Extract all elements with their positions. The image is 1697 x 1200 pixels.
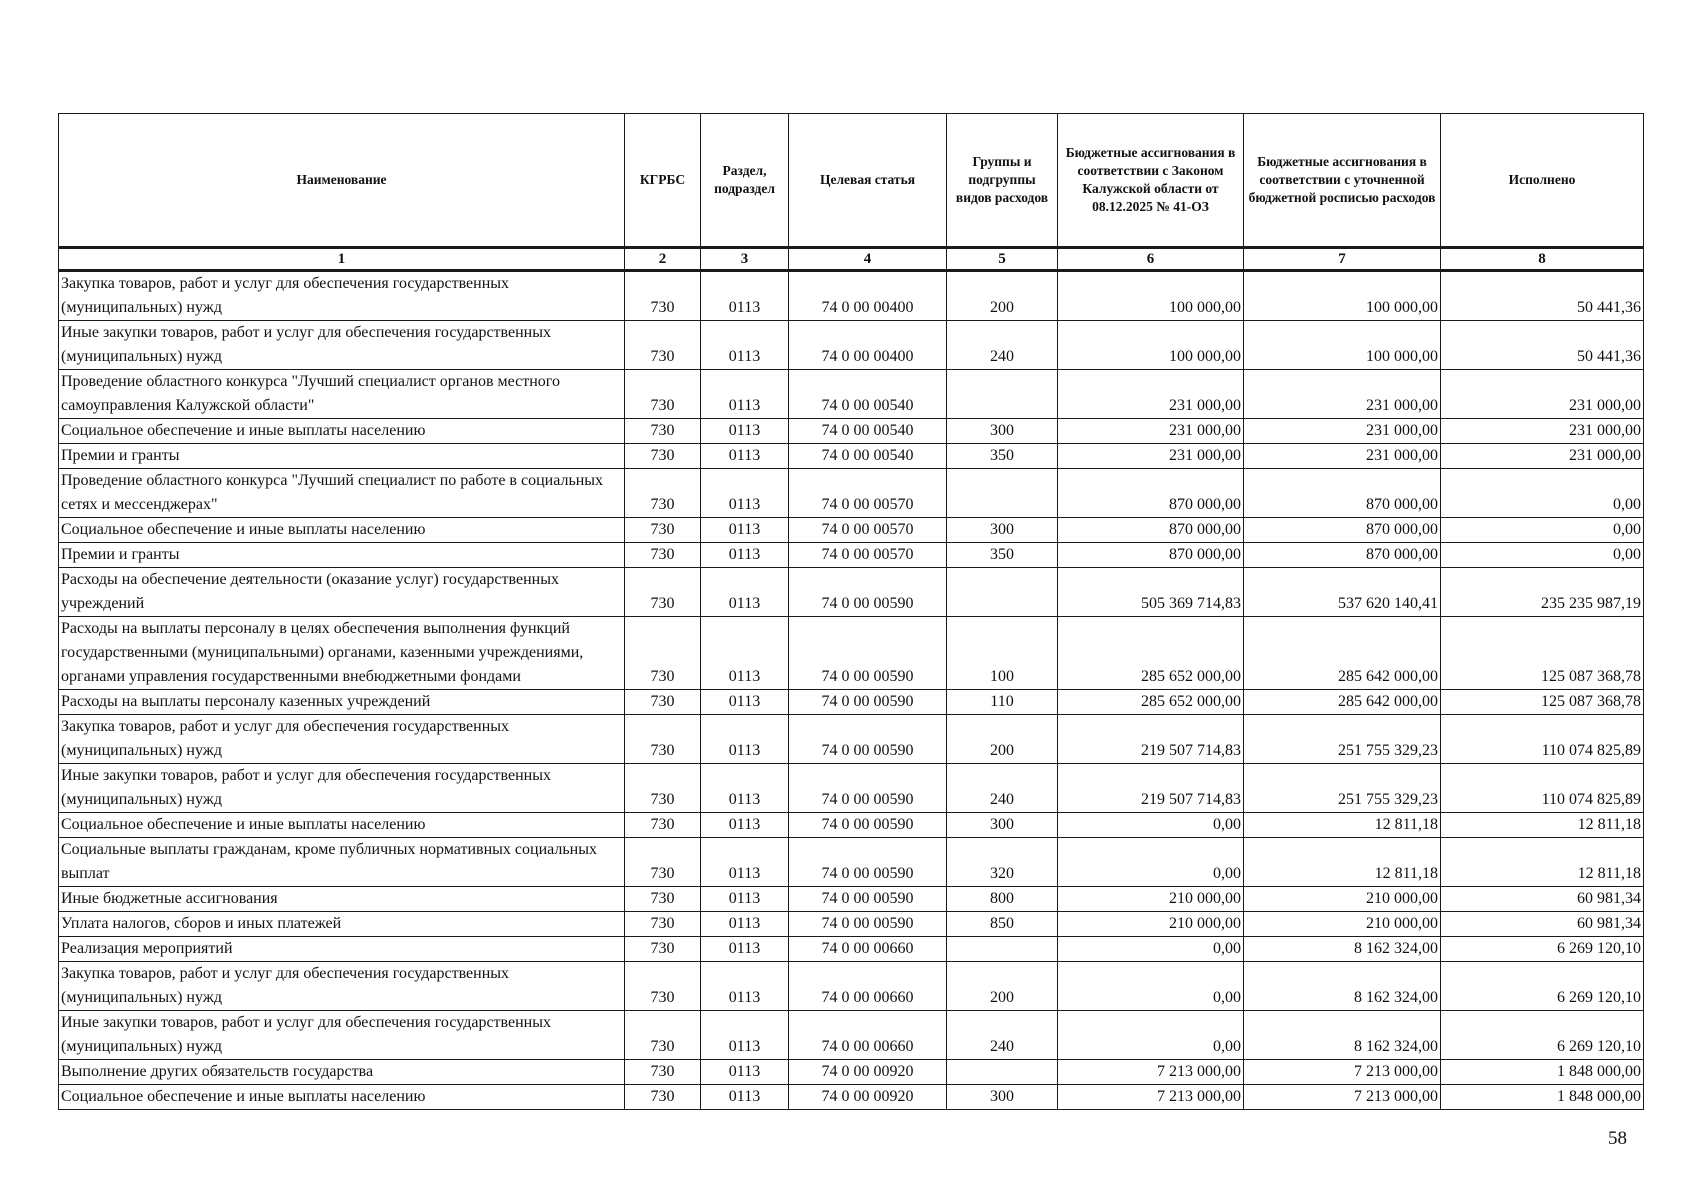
row-expense-group: 100 xyxy=(947,617,1058,690)
row-law-allocation: 285 652 000,00 xyxy=(1058,617,1244,690)
row-expense-group: 200 xyxy=(947,962,1058,1011)
row-name: Иные закупки товаров, работ и услуг для обеспечения государственных (муниципальных) нужд xyxy=(59,764,625,813)
row-executed: 231 000,00 xyxy=(1441,419,1644,444)
row-schedule-allocation: 870 000,00 xyxy=(1244,469,1441,518)
row-schedule-allocation: 7 213 000,00 xyxy=(1244,1060,1441,1085)
row-target-article: 74 0 00 00540 xyxy=(789,370,947,419)
row-executed: 60 981,34 xyxy=(1441,912,1644,937)
row-expense-group xyxy=(947,469,1058,518)
row-section: 0113 xyxy=(701,937,789,962)
row-name: Социальное обеспечение и иные выплаты населению xyxy=(59,518,625,543)
row-section: 0113 xyxy=(701,1085,789,1110)
row-law-allocation: 7 213 000,00 xyxy=(1058,1085,1244,1110)
row-target-article: 74 0 00 00540 xyxy=(789,419,947,444)
row-target-article: 74 0 00 00920 xyxy=(789,1060,947,1085)
table-row xyxy=(59,813,1644,838)
row-kgrbs: 730 xyxy=(625,1060,701,1085)
row-expense-group: 350 xyxy=(947,444,1058,469)
row-name: Проведение областного конкурса "Лучший специалист по работе в социальных сетях и мессенджерах" xyxy=(59,469,625,518)
row-target-article: 74 0 00 00920 xyxy=(789,1085,947,1110)
header-section: Раздел, подраздел xyxy=(701,114,789,248)
row-kgrbs: 730 xyxy=(625,690,701,715)
row-section: 0113 xyxy=(701,690,789,715)
row-law-allocation: 231 000,00 xyxy=(1058,419,1244,444)
row-kgrbs: 730 xyxy=(625,937,701,962)
row-target-article: 74 0 00 00570 xyxy=(789,469,947,518)
row-target-article: 74 0 00 00590 xyxy=(789,813,947,838)
row-schedule-allocation: 100 000,00 xyxy=(1244,321,1441,370)
row-expense-group: 320 xyxy=(947,838,1058,887)
table-row xyxy=(59,838,1644,887)
row-section: 0113 xyxy=(701,518,789,543)
table-row xyxy=(59,937,1644,962)
row-law-allocation: 870 000,00 xyxy=(1058,469,1244,518)
row-target-article: 74 0 00 00590 xyxy=(789,764,947,813)
table-row xyxy=(59,764,1644,813)
budget-table-container xyxy=(58,113,1643,1110)
row-kgrbs: 730 xyxy=(625,271,701,321)
row-target-article: 74 0 00 00570 xyxy=(789,518,947,543)
row-expense-group: 300 xyxy=(947,419,1058,444)
row-name: Проведение областного конкурса "Лучший специалист органов местного самоуправления Калужской области" xyxy=(59,370,625,419)
table-row xyxy=(59,419,1644,444)
table-row xyxy=(59,1011,1644,1060)
row-law-allocation: 219 507 714,83 xyxy=(1058,715,1244,764)
header-executed: Исполнено xyxy=(1441,114,1644,248)
row-kgrbs: 730 xyxy=(625,617,701,690)
row-target-article: 74 0 00 00660 xyxy=(789,1011,947,1060)
row-law-allocation: 0,00 xyxy=(1058,1011,1244,1060)
row-name: Социальные выплаты гражданам, кроме публичных нормативных социальных выплат xyxy=(59,838,625,887)
row-name: Социальное обеспечение и иные выплаты населению xyxy=(59,419,625,444)
row-kgrbs: 730 xyxy=(625,838,701,887)
table-row xyxy=(59,690,1644,715)
row-schedule-allocation: 251 755 329,23 xyxy=(1244,764,1441,813)
row-section: 0113 xyxy=(701,715,789,764)
row-section: 0113 xyxy=(701,887,789,912)
row-target-article: 74 0 00 00660 xyxy=(789,937,947,962)
row-executed: 1 848 000,00 xyxy=(1441,1060,1644,1085)
table-row xyxy=(59,912,1644,937)
row-section: 0113 xyxy=(701,543,789,568)
row-kgrbs: 730 xyxy=(625,1085,701,1110)
row-kgrbs: 730 xyxy=(625,370,701,419)
row-target-article: 74 0 00 00400 xyxy=(789,321,947,370)
row-law-allocation: 7 213 000,00 xyxy=(1058,1060,1244,1085)
row-expense-group xyxy=(947,1060,1058,1085)
row-schedule-allocation: 8 162 324,00 xyxy=(1244,962,1441,1011)
row-schedule-allocation: 251 755 329,23 xyxy=(1244,715,1441,764)
row-section: 0113 xyxy=(701,271,789,321)
row-executed: 6 269 120,10 xyxy=(1441,962,1644,1011)
page-number: 58 xyxy=(1608,1128,1627,1149)
table-row xyxy=(59,887,1644,912)
row-section: 0113 xyxy=(701,813,789,838)
row-expense-group xyxy=(947,370,1058,419)
column-number: 5 xyxy=(947,248,1058,271)
row-kgrbs: 730 xyxy=(625,469,701,518)
column-number-row xyxy=(59,248,1644,271)
row-law-allocation: 870 000,00 xyxy=(1058,543,1244,568)
row-executed: 12 811,18 xyxy=(1441,838,1644,887)
row-section: 0113 xyxy=(701,617,789,690)
row-target-article: 74 0 00 00400 xyxy=(789,271,947,321)
table-row xyxy=(59,568,1644,617)
row-kgrbs: 730 xyxy=(625,912,701,937)
table-row xyxy=(59,518,1644,543)
row-name: Расходы на обеспечение деятельности (оказание услуг) государственных учреждений xyxy=(59,568,625,617)
row-schedule-allocation: 537 620 140,41 xyxy=(1244,568,1441,617)
row-expense-group: 200 xyxy=(947,271,1058,321)
row-law-allocation: 0,00 xyxy=(1058,937,1244,962)
row-executed: 12 811,18 xyxy=(1441,813,1644,838)
row-name: Расходы на выплаты персоналу в целях обеспечения выполнения функций государственными (муниципальными) органами, казенными учреждениями, органами управления государственными внебюджетными фондами xyxy=(59,617,625,690)
row-law-allocation: 0,00 xyxy=(1058,962,1244,1011)
header-name: Наименование xyxy=(59,114,625,248)
row-schedule-allocation: 12 811,18 xyxy=(1244,838,1441,887)
row-expense-group xyxy=(947,937,1058,962)
budget-execution-table xyxy=(58,113,1644,1110)
table-body xyxy=(59,271,1644,1110)
row-schedule-allocation: 231 000,00 xyxy=(1244,370,1441,419)
row-kgrbs: 730 xyxy=(625,715,701,764)
row-kgrbs: 730 xyxy=(625,568,701,617)
row-schedule-allocation: 231 000,00 xyxy=(1244,444,1441,469)
row-section: 0113 xyxy=(701,419,789,444)
table-row xyxy=(59,1060,1644,1085)
row-law-allocation: 285 652 000,00 xyxy=(1058,690,1244,715)
row-schedule-allocation: 12 811,18 xyxy=(1244,813,1441,838)
row-name: Иные бюджетные ассигнования xyxy=(59,887,625,912)
header-row xyxy=(59,114,1644,248)
row-target-article: 74 0 00 00660 xyxy=(789,962,947,1011)
row-kgrbs: 730 xyxy=(625,813,701,838)
row-law-allocation: 100 000,00 xyxy=(1058,321,1244,370)
row-schedule-allocation: 210 000,00 xyxy=(1244,887,1441,912)
row-law-allocation: 505 369 714,83 xyxy=(1058,568,1244,617)
row-section: 0113 xyxy=(701,912,789,937)
header-expense-group: Группы и подгруппы видов расходов xyxy=(947,114,1058,248)
row-expense-group: 300 xyxy=(947,518,1058,543)
row-name: Расходы на выплаты персоналу казенных учреждений xyxy=(59,690,625,715)
row-kgrbs: 730 xyxy=(625,962,701,1011)
row-executed: 235 235 987,19 xyxy=(1441,568,1644,617)
row-target-article: 74 0 00 00590 xyxy=(789,568,947,617)
row-target-article: 74 0 00 00590 xyxy=(789,887,947,912)
row-kgrbs: 730 xyxy=(625,419,701,444)
column-number: 6 xyxy=(1058,248,1244,271)
row-law-allocation: 0,00 xyxy=(1058,813,1244,838)
row-kgrbs: 730 xyxy=(625,764,701,813)
row-executed: 0,00 xyxy=(1441,469,1644,518)
row-name: Закупка товаров, работ и услуг для обеспечения государственных (муниципальных) нужд xyxy=(59,715,625,764)
row-expense-group: 240 xyxy=(947,321,1058,370)
column-number: 8 xyxy=(1441,248,1644,271)
row-name: Реализация мероприятий xyxy=(59,937,625,962)
row-schedule-allocation: 7 213 000,00 xyxy=(1244,1085,1441,1110)
column-number: 4 xyxy=(789,248,947,271)
row-law-allocation: 219 507 714,83 xyxy=(1058,764,1244,813)
row-target-article: 74 0 00 00590 xyxy=(789,690,947,715)
row-section: 0113 xyxy=(701,1011,789,1060)
header-kgrbs: КГРБС xyxy=(625,114,701,248)
row-section: 0113 xyxy=(701,962,789,1011)
row-expense-group: 110 xyxy=(947,690,1058,715)
header-law-allocation: Бюджетные ассигнования в соответствии с Законом Калужской области от 08.12.2025 № 41-ОЗ xyxy=(1058,114,1244,248)
row-schedule-allocation: 870 000,00 xyxy=(1244,518,1441,543)
row-section: 0113 xyxy=(701,764,789,813)
row-kgrbs: 730 xyxy=(625,887,701,912)
row-name: Выполнение других обязательств государства xyxy=(59,1060,625,1085)
row-executed: 231 000,00 xyxy=(1441,444,1644,469)
row-target-article: 74 0 00 00590 xyxy=(789,912,947,937)
row-section: 0113 xyxy=(701,321,789,370)
table-row xyxy=(59,617,1644,690)
row-target-article: 74 0 00 00590 xyxy=(789,838,947,887)
row-executed: 60 981,34 xyxy=(1441,887,1644,912)
row-target-article: 74 0 00 00590 xyxy=(789,715,947,764)
row-executed: 110 074 825,89 xyxy=(1441,715,1644,764)
row-law-allocation: 231 000,00 xyxy=(1058,370,1244,419)
row-expense-group: 800 xyxy=(947,887,1058,912)
row-law-allocation: 210 000,00 xyxy=(1058,887,1244,912)
row-schedule-allocation: 285 642 000,00 xyxy=(1244,690,1441,715)
row-executed: 0,00 xyxy=(1441,518,1644,543)
row-law-allocation: 870 000,00 xyxy=(1058,518,1244,543)
row-kgrbs: 730 xyxy=(625,543,701,568)
row-executed: 1 848 000,00 xyxy=(1441,1085,1644,1110)
row-name: Иные закупки товаров, работ и услуг для обеспечения государственных (муниципальных) нужд xyxy=(59,1011,625,1060)
row-schedule-allocation: 8 162 324,00 xyxy=(1244,1011,1441,1060)
row-schedule-allocation: 231 000,00 xyxy=(1244,419,1441,444)
row-expense-group: 300 xyxy=(947,813,1058,838)
row-executed: 50 441,36 xyxy=(1441,271,1644,321)
row-expense-group: 240 xyxy=(947,764,1058,813)
table-row xyxy=(59,715,1644,764)
row-name: Закупка товаров, работ и услуг для обеспечения государственных (муниципальных) нужд xyxy=(59,962,625,1011)
row-kgrbs: 730 xyxy=(625,1011,701,1060)
row-executed: 231 000,00 xyxy=(1441,370,1644,419)
row-schedule-allocation: 285 642 000,00 xyxy=(1244,617,1441,690)
row-name: Премии и гранты xyxy=(59,444,625,469)
row-target-article: 74 0 00 00570 xyxy=(789,543,947,568)
row-executed: 50 441,36 xyxy=(1441,321,1644,370)
row-expense-group: 300 xyxy=(947,1085,1058,1110)
header-target-article: Целевая статья xyxy=(789,114,947,248)
row-name: Социальное обеспечение и иные выплаты населению xyxy=(59,813,625,838)
row-name: Социальное обеспечение и иные выплаты населению xyxy=(59,1085,625,1110)
column-number: 2 xyxy=(625,248,701,271)
row-expense-group: 240 xyxy=(947,1011,1058,1060)
row-expense-group xyxy=(947,568,1058,617)
table-row xyxy=(59,469,1644,518)
table-row xyxy=(59,321,1644,370)
table-row xyxy=(59,1085,1644,1110)
row-schedule-allocation: 8 162 324,00 xyxy=(1244,937,1441,962)
row-expense-group: 200 xyxy=(947,715,1058,764)
row-law-allocation: 100 000,00 xyxy=(1058,271,1244,321)
row-name: Закупка товаров, работ и услуг для обеспечения государственных (муниципальных) нужд xyxy=(59,271,625,321)
row-expense-group: 850 xyxy=(947,912,1058,937)
table-row xyxy=(59,543,1644,568)
row-section: 0113 xyxy=(701,370,789,419)
row-schedule-allocation: 100 000,00 xyxy=(1244,271,1441,321)
row-schedule-allocation: 210 000,00 xyxy=(1244,912,1441,937)
table-row xyxy=(59,444,1644,469)
column-number: 1 xyxy=(59,248,625,271)
row-section: 0113 xyxy=(701,444,789,469)
row-law-allocation: 231 000,00 xyxy=(1058,444,1244,469)
table-row xyxy=(59,962,1644,1011)
row-section: 0113 xyxy=(701,568,789,617)
row-law-allocation: 210 000,00 xyxy=(1058,912,1244,937)
row-target-article: 74 0 00 00590 xyxy=(789,617,947,690)
row-name: Иные закупки товаров, работ и услуг для обеспечения государственных (муниципальных) нужд xyxy=(59,321,625,370)
column-number: 7 xyxy=(1244,248,1441,271)
row-name: Премии и гранты xyxy=(59,543,625,568)
row-kgrbs: 730 xyxy=(625,321,701,370)
header-schedule-allocation: Бюджетные ассигнования в соответствии с уточненной бюджетной росписью расходов xyxy=(1244,114,1441,248)
row-executed: 125 087 368,78 xyxy=(1441,690,1644,715)
row-kgrbs: 730 xyxy=(625,518,701,543)
row-law-allocation: 0,00 xyxy=(1058,838,1244,887)
row-executed: 0,00 xyxy=(1441,543,1644,568)
row-executed: 6 269 120,10 xyxy=(1441,937,1644,962)
row-section: 0113 xyxy=(701,1060,789,1085)
column-number: 3 xyxy=(701,248,789,271)
row-section: 0113 xyxy=(701,469,789,518)
row-target-article: 74 0 00 00540 xyxy=(789,444,947,469)
row-schedule-allocation: 870 000,00 xyxy=(1244,543,1441,568)
row-executed: 6 269 120,10 xyxy=(1441,1011,1644,1060)
table-row xyxy=(59,271,1644,321)
row-executed: 125 087 368,78 xyxy=(1441,617,1644,690)
table-row xyxy=(59,370,1644,419)
row-name: Уплата налогов, сборов и иных платежей xyxy=(59,912,625,937)
row-expense-group: 350 xyxy=(947,543,1058,568)
row-executed: 110 074 825,89 xyxy=(1441,764,1644,813)
row-kgrbs: 730 xyxy=(625,444,701,469)
row-section: 0113 xyxy=(701,838,789,887)
